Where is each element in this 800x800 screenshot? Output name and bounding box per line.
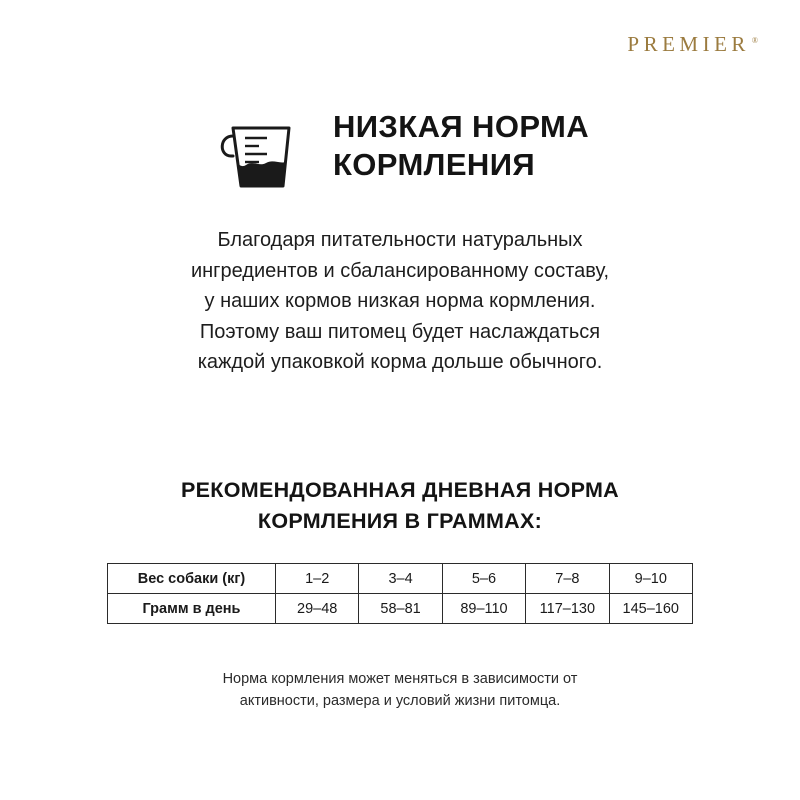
table-cell-weight-1: 1–2 — [276, 564, 359, 594]
table-cell-grams-3: 89–110 — [442, 594, 525, 624]
table-cell-grams-2: 58–81 — [359, 594, 442, 624]
footnote-line-2: активности, размера и условий жизни питомца. — [239, 693, 561, 710]
section-title — [0, 475, 800, 536]
footnote-line-1: Норма кормления может меняться в зависимости от — [222, 671, 578, 687]
measuring-cup-icon — [211, 102, 307, 198]
table-cell-weight-5: 9–10 — [609, 564, 692, 594]
heading-row — [0, 98, 800, 198]
table-rowlabel-grams: Грамм в день — [108, 594, 276, 624]
brand-trademark: ® — [751, 36, 758, 45]
intro-paragraph — [0, 225, 800, 378]
section-title-line2: КОРМЛЕНИЯ В ГРАММАХ: — [257, 508, 543, 533]
feeding-table-wrapper — [107, 563, 693, 624]
table-cell-grams-4: 117–130 — [526, 594, 609, 624]
table-rowlabel-weight: Вес собаки (кг) — [108, 564, 276, 594]
page-title — [333, 98, 589, 184]
section-title-line1: РЕКОМЕНДОВАННАЯ ДНЕВНАЯ НОРМА — [181, 478, 619, 502]
page-title-line2: КОРМЛЕНИЯ — [332, 146, 536, 182]
intro-line-1: Благодаря питательности натуральных — [217, 229, 583, 251]
intro-line-5: каждой упаковкой корма дольше обычного. — [197, 351, 603, 374]
table-cell-weight-2: 3–4 — [359, 564, 442, 594]
footnote — [0, 668, 800, 712]
intro-line-3: у наших кормов низкая норма кормления. — [204, 290, 596, 313]
table-cell-grams-5: 145–160 — [609, 594, 692, 624]
table-cell-grams-1: 29–48 — [276, 594, 359, 624]
table-cell-weight-4: 7–8 — [526, 564, 609, 594]
feeding-table — [107, 563, 693, 624]
brand-name: PREMIER — [627, 32, 750, 56]
brand-logo — [627, 32, 758, 57]
table-row-grams — [108, 594, 693, 624]
table-row-weight — [108, 564, 693, 594]
intro-line-2: ингредиентов и сбалансированному составу, — [190, 259, 610, 282]
page-title-line1: НИЗКАЯ НОРМА — [332, 109, 590, 144]
table-cell-weight-3: 5–6 — [442, 564, 525, 594]
intro-line-4: Поэтому ваш питомец будет наслаждаться — [199, 320, 601, 343]
